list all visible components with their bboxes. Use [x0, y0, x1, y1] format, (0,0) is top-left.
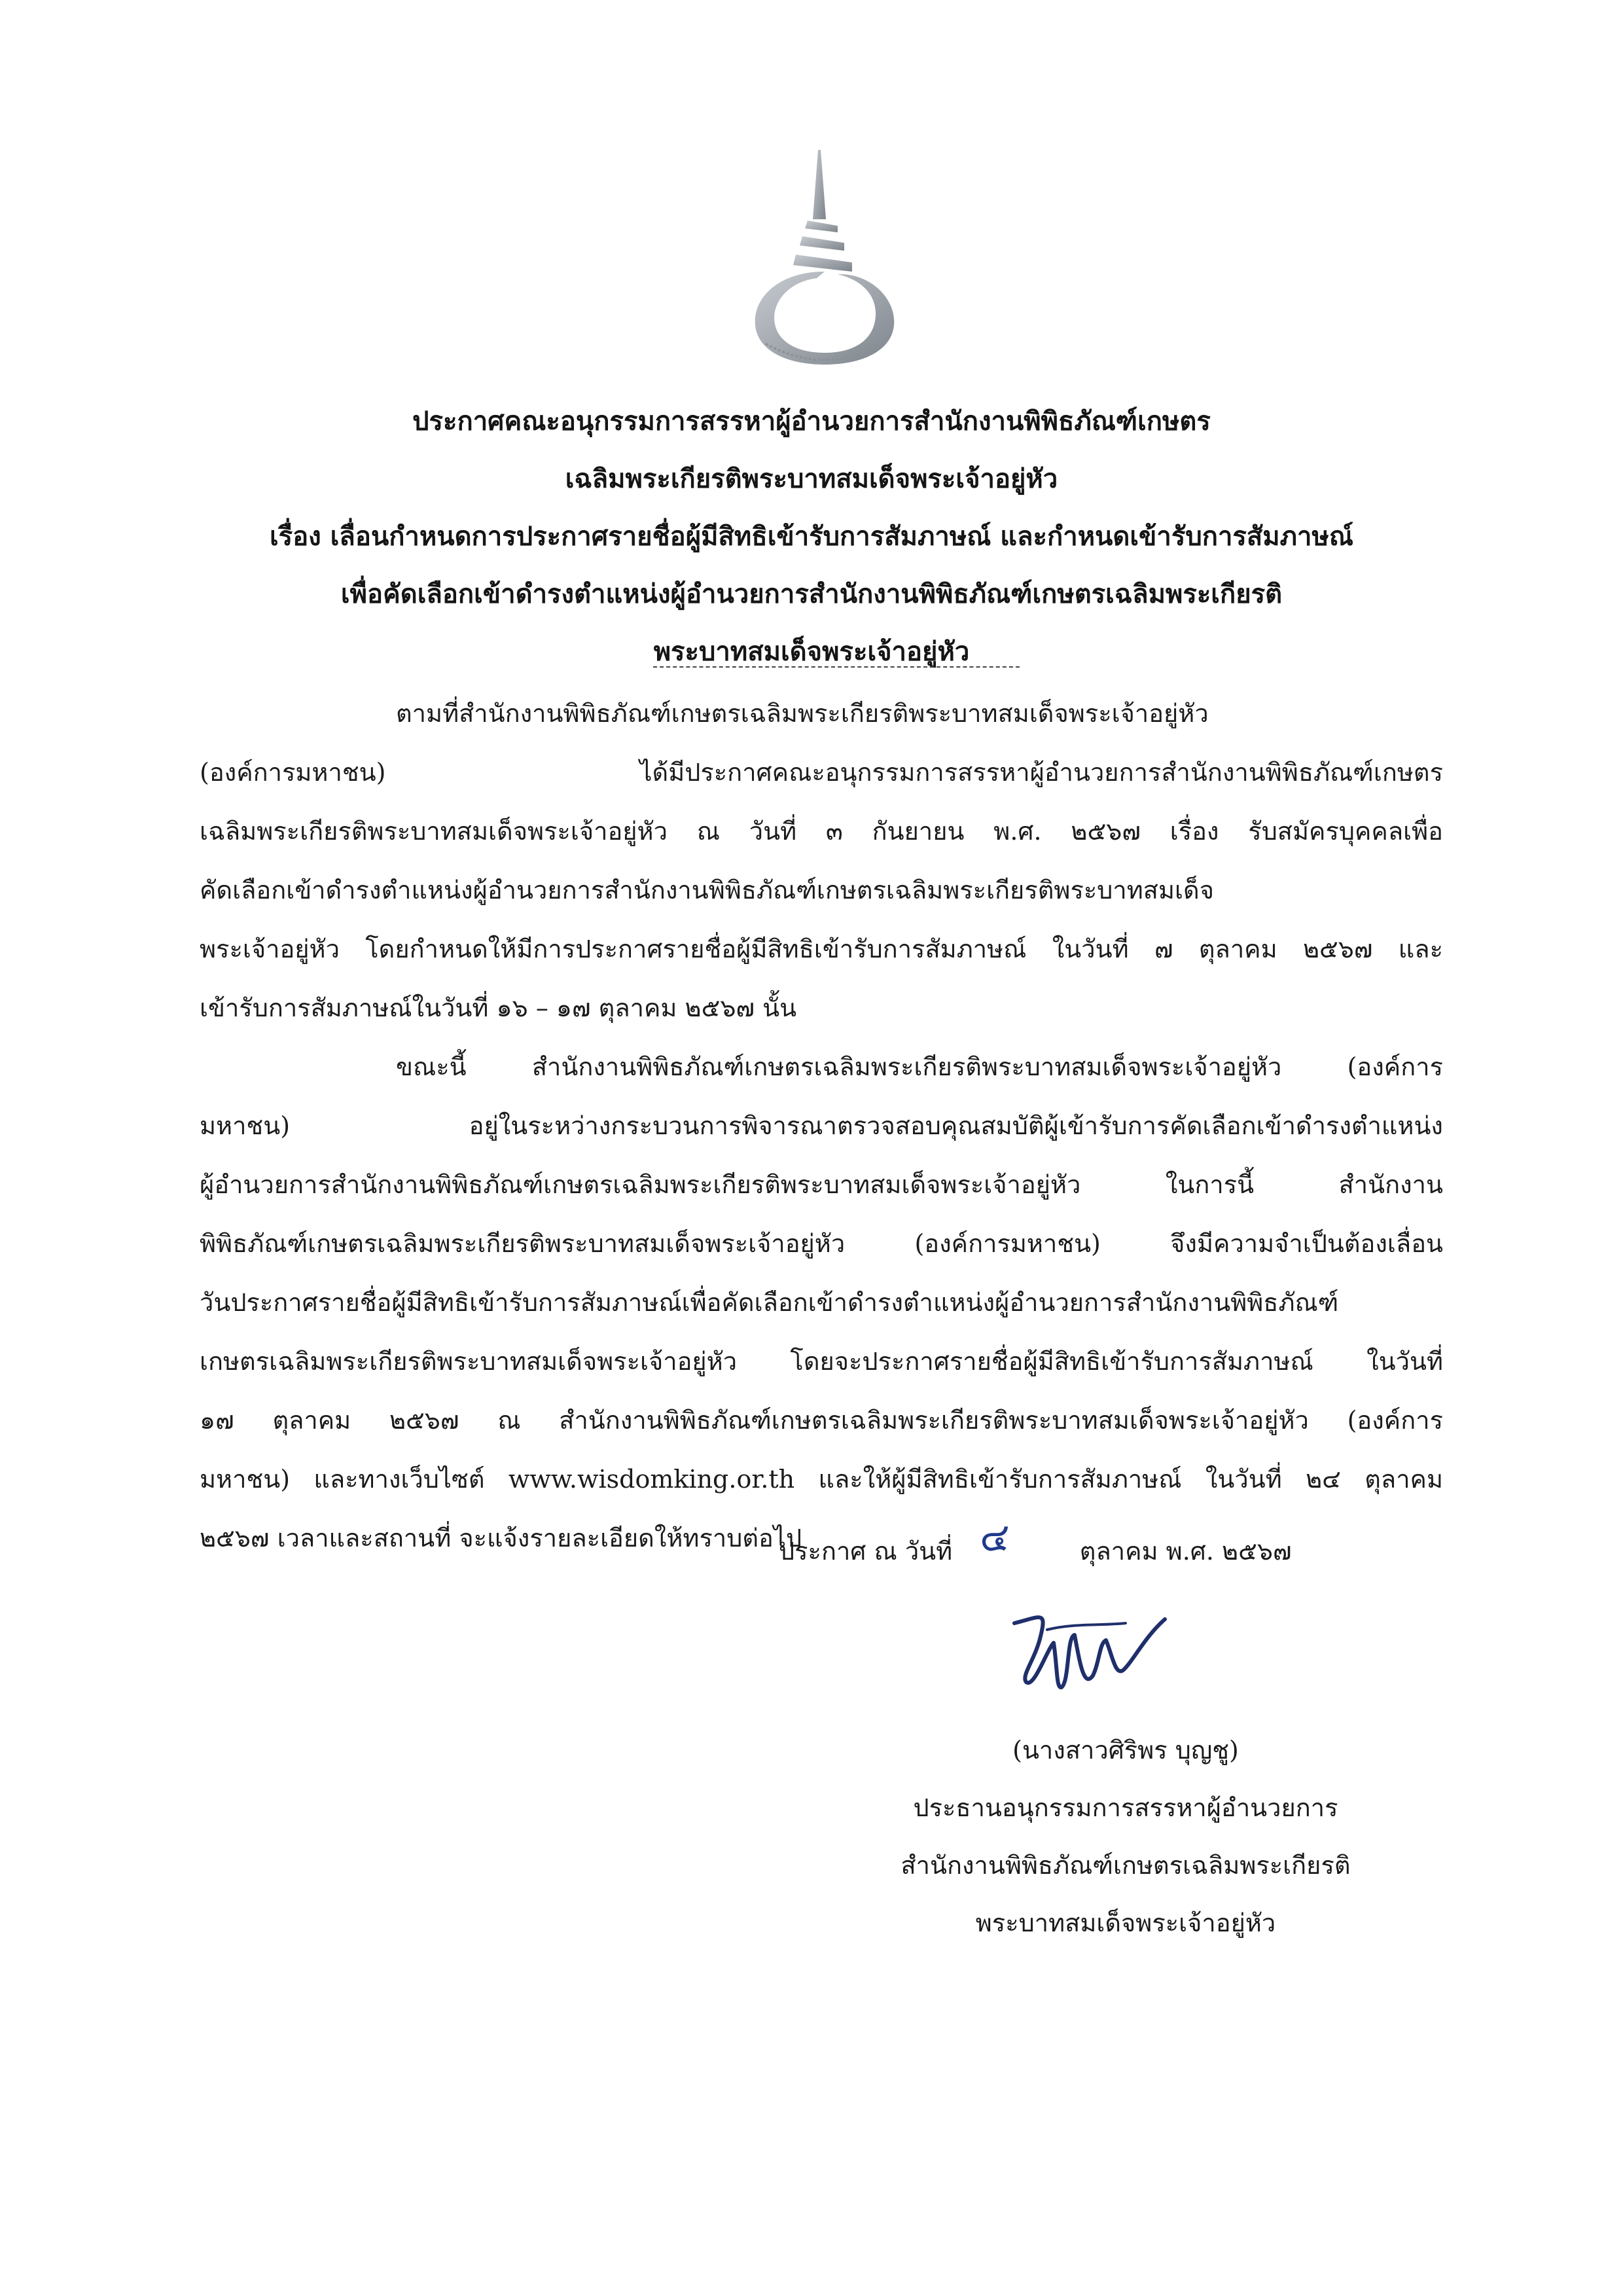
body-line: ๒๕๖๗ เวลาและสถานที่ จะแจ้งรายละเอียดให้ทราบต่อไป [200, 1524, 802, 1552]
paragraph-1 [200, 684, 1443, 1037]
paragraph-2 [200, 1037, 1443, 1568]
header-line: ประกาศคณะอนุกรรมการสรรหาผู้อำนวยการสำนักงานพิพิธภัณฑ์เกษตร [412, 406, 1211, 437]
body-line: (องค์การมหาชน) ได้มีประกาศคณะอนุกรรมการสรรหาผู้อำนวยการสำนักงานพิพิธภัณฑ์เกษตร [200, 758, 1443, 787]
body-line: คัดเลือกเข้าดำรงตำแหน่งผู้อำนวยการสำนักงานพิพิธภัณฑ์เกษตรเฉลิมพระเกียรติพระบาทสมเด็จ [200, 876, 1214, 905]
signer-title-line: พระบาทสมเด็จพระเจ้าอยู่หัว [975, 1909, 1276, 1937]
announcement-suffix: ตุลาคม พ.ศ. ๒๕๖๗ [1079, 1537, 1292, 1566]
header-line: เพื่อคัดเลือกเข้าดำรงตำแหน่งผู้อำนวยการสำนักงานพิพิธภัณฑ์เกษตรเฉลิมพระเกียรติ [340, 579, 1283, 609]
signer-block [812, 1721, 1440, 1952]
announcement-prefix: ประกาศ ณ วันที่ [779, 1537, 953, 1566]
announcement-body [200, 684, 1443, 1568]
handwritten-signature [1001, 1597, 1198, 1708]
header-subject-line: เรื่อง เลื่อนกำหนดการประกาศรายชื่อผู้มีสิทธิเข้ารับการสัมภาษณ์ และกำหนดเข้ารับการสัมภาษณ์ [270, 521, 1353, 552]
body-line: เฉลิมพระเกียรติพระบาทสมเด็จพระเจ้าอยู่หัว ณ วันที่ ๓ กันยายน พ.ศ. ๒๕๖๗ เรื่อง รับสมัครบุคคลเพื่อ [200, 817, 1443, 846]
signer-name: (นางสาวศิริพร บุญชู) [1012, 1736, 1239, 1765]
body-line: มหาชน) อยู่ในระหว่างกระบวนการพิจารณาตรวจสอบคุณสมบัติผู้เข้ารับการคัดเลือกเข้าดำรงตำแหน่ง [200, 1111, 1443, 1140]
body-line: ขณะนี้ สำนักงานพิพิธภัณฑ์เกษตรเฉลิมพระเกียรติพระบาทสมเด็จพระเจ้าอยู่หัว (องค์การ [396, 1052, 1443, 1081]
body-line: มหาชน) และทางเว็บไซต์ www.wisdomking.or.th และให้ผู้มีสิทธิเข้ารับการสัมภาษณ์ ในวันที่ ๒๔ ตุลาคม [200, 1465, 1443, 1494]
announcement-header [170, 393, 1453, 681]
announcement-date [779, 1515, 1292, 1577]
body-line: พระเจ้าอยู่หัว โดยกำหนดให้มีการประกาศรายชื่อผู้มีสิทธิเข้ารับการสัมภาษณ์ ในวันที่ ๗ ตุลาคม ๒๕๖๗ และ [200, 935, 1443, 963]
body-line: วันประกาศรายชื่อผู้มีสิทธิเข้ารับการสัมภาษณ์เพื่อคัดเลือกเข้าดำรงตำแหน่งผู้อำนวยการสำนักงานพิพิธภัณฑ์ [200, 1288, 1339, 1317]
signer-title-line: ประธานอนุกรรมการสรรหาผู้อำนวยการ [913, 1793, 1338, 1822]
body-line: เกษตรเฉลิมพระเกียรติพระบาทสมเด็จพระเจ้าอยู่หัว โดยจะประกาศรายชื่อผู้มีสิทธิเข้ารับการสัมภาษณ์ ในวันที่ [200, 1347, 1443, 1376]
header-line: เฉลิมพระเกียรติพระบาทสมเด็จพระเจ้าอยู่หัว [565, 463, 1058, 494]
signer-title-line: สำนักงานพิพิธภัณฑ์เกษตรเฉลิมพระเกียรติ [901, 1851, 1351, 1880]
header-divider [653, 666, 1020, 668]
body-line: เข้ารับการสัมภาษณ์ในวันที่ ๑๖ – ๑๗ ตุลาคม ๒๕๖๗ นั้น [200, 994, 797, 1022]
body-line: ผู้อำนวยการสำนักงานพิพิธภัณฑ์เกษตรเฉลิมพระเกียรติพระบาทสมเด็จพระเจ้าอยู่หัว ในการนี้ สำนักงาน [200, 1170, 1443, 1199]
announcement-day-handwritten: ๔ [980, 1515, 1010, 1560]
body-line: ๑๗ ตุลาคม ๒๕๖๗ ณ สำนักงานพิพิธภัณฑ์เกษตรเฉลิมพระเกียรติพระบาทสมเด็จพระเจ้าอยู่หัว (องค์การ [200, 1406, 1443, 1435]
body-line: พิพิธภัณฑ์เกษตรเฉลิมพระเกียรติพระบาทสมเด็จพระเจ้าอยู่หัว (องค์การมหาชน) จึงมีความจำเป็นต้องเลื่อน [200, 1229, 1443, 1258]
museum-emblem-icon [740, 147, 910, 370]
body-line: ตามที่สำนักงานพิพิธภัณฑ์เกษตรเฉลิมพระเกียรติพระบาทสมเด็จพระเจ้าอยู่หัว [396, 699, 1209, 728]
header-line: พระบาทสมเด็จพระเจ้าอยู่หัว [653, 636, 970, 667]
